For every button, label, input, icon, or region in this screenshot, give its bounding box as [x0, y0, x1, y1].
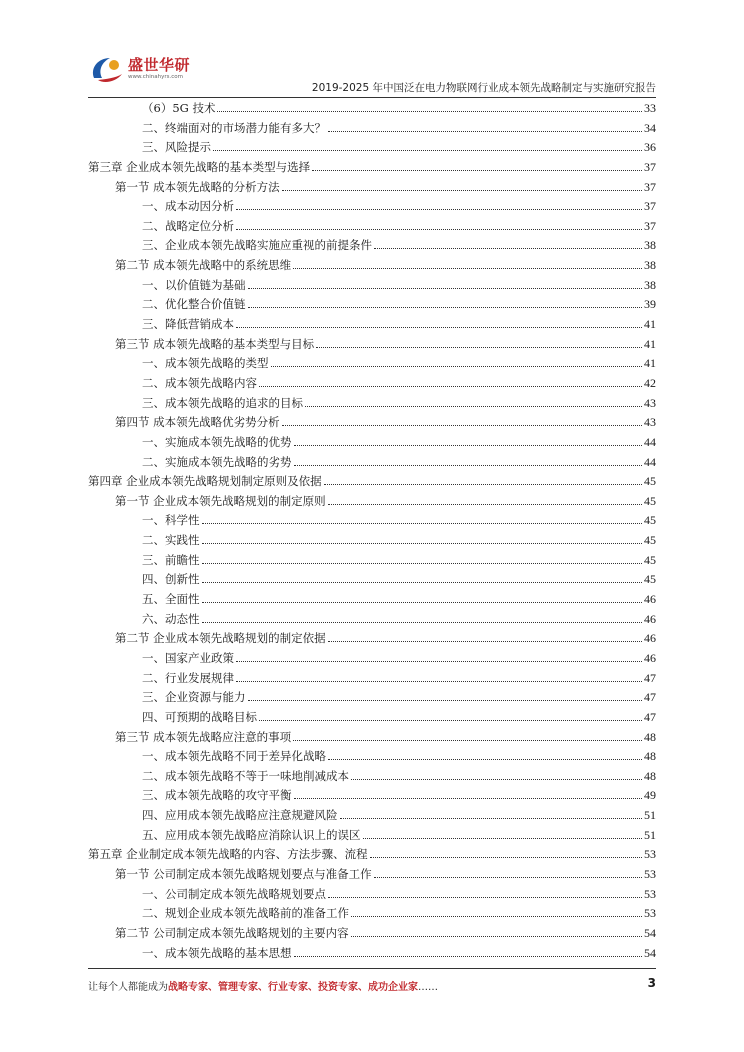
toc-subsection-entry[interactable] [88, 374, 656, 394]
toc-page-number: 48 [644, 768, 656, 783]
toc-subsection-entry[interactable] [88, 236, 656, 256]
toc-page-number: 41 [644, 336, 656, 351]
toc-page-number: 54 [644, 925, 656, 940]
toc-subsection-entry[interactable] [88, 433, 656, 453]
toc-subsection-entry[interactable] [88, 767, 656, 787]
toc-dot-leader [312, 159, 642, 171]
toc-subsection-entry[interactable] [88, 786, 656, 806]
toc-dot-leader [236, 218, 642, 230]
toc-page-number: 53 [644, 847, 656, 862]
toc-entry-title: 二、战略定位分析 [142, 218, 234, 233]
toc-dot-leader [374, 866, 642, 878]
toc-section-entry[interactable] [88, 728, 656, 748]
toc-dot-leader [217, 100, 642, 112]
toc-dot-leader [328, 493, 642, 505]
toc-page-number: 49 [644, 788, 656, 803]
toc-dot-leader [202, 571, 643, 583]
toc-page-number: 44 [644, 434, 656, 449]
toc-dot-leader [202, 532, 643, 544]
toc-dot-leader [294, 787, 643, 799]
toc-entry-title: 二、行业发展规律 [142, 670, 234, 685]
toc-subsection-entry[interactable] [88, 138, 656, 158]
toc-page-number: 34 [644, 120, 656, 135]
toc-dot-leader [248, 689, 643, 701]
toc-entry-title: 四、应用成本领先战略应注意规避风险 [142, 808, 338, 823]
toc-dot-leader [351, 925, 642, 937]
toc-entry-title: 第四章 企业成本领先战略规划制定原则及依据 [88, 474, 322, 489]
toc-section-entry[interactable] [88, 256, 656, 276]
toc-page-number: 41 [644, 356, 656, 371]
toc-page-number: 45 [644, 552, 656, 567]
toc-dot-leader [316, 336, 642, 348]
toc-entry-title: 第五章 企业制定成本领先战略的内容、方法步骤、流程 [88, 847, 368, 862]
toc-subsection-entry[interactable] [88, 885, 656, 905]
toc-dot-leader [202, 591, 643, 603]
toc-subsection-entry[interactable] [88, 354, 656, 374]
toc-entry-title: 五、应用成本领先战略应消除认识上的误区 [142, 827, 361, 842]
toc-section-entry[interactable] [88, 178, 656, 198]
toc-entry-title: 六、动态性 [142, 611, 200, 626]
toc-page-number: 51 [644, 827, 656, 842]
toc-page-number: 41 [644, 317, 656, 332]
toc-page-number: 46 [644, 650, 656, 665]
toc-section-entry[interactable] [88, 924, 656, 944]
toc-page-number: 53 [644, 886, 656, 901]
toc-subsection-entry[interactable] [88, 904, 656, 924]
toc-dot-leader [363, 827, 643, 839]
toc-subsection-entry[interactable] [88, 315, 656, 335]
toc-entry-title: 二、实施成本领先战略的劣势 [142, 454, 292, 469]
toc-chapter-entry[interactable] [88, 472, 656, 492]
toc-page-number: 37 [644, 199, 656, 214]
toc-entry-title: 第三节 成本领先战略的基本类型与目标 [115, 336, 315, 351]
toc-dot-leader [248, 296, 643, 308]
toc-dot-leader [328, 630, 642, 642]
toc-entry-title: 一、国家产业政策 [142, 650, 234, 665]
toc-subsection-entry[interactable] [88, 394, 656, 414]
toc-entry-title: 三、前瞻性 [142, 552, 200, 567]
toc-subsection-entry[interactable] [88, 826, 656, 846]
toc-subsection-entry[interactable] [88, 453, 656, 473]
toc-subsection-entry[interactable] [88, 531, 656, 551]
toc-dot-leader [351, 905, 642, 917]
page-number: 3 [647, 976, 656, 990]
toc-dot-leader [236, 316, 642, 328]
toc-page-number: 46 [644, 611, 656, 626]
toc-page-number: 45 [644, 572, 656, 587]
toc-section-entry[interactable] [88, 413, 656, 433]
toc-section-entry[interactable] [88, 865, 656, 885]
toc-page-number: 46 [644, 631, 656, 646]
toc-entry-title: 三、降低营销成本 [142, 317, 234, 332]
toc-entry-title: 二、终端面对的市场潜力能有多大？ [142, 120, 326, 135]
toc-entry-title: 第四节 成本领先战略优劣势分析 [115, 415, 280, 430]
toc-subsection-entry[interactable] [88, 669, 656, 689]
toc-subsection-entry[interactable] [88, 511, 656, 531]
toc-entry-title: 一、成本领先战略不同于差异化战略 [142, 749, 326, 764]
toc-dot-leader [328, 120, 642, 132]
toc-dot-leader [293, 729, 642, 741]
toc-subsection-entry[interactable] [88, 688, 656, 708]
toc-page-number: 51 [644, 808, 656, 823]
toc-dot-leader [294, 945, 643, 957]
toc-entry-title: 四、创新性 [142, 572, 200, 587]
toc-page-number: 54 [644, 945, 656, 960]
logo-url: www.chinahyrs.com [128, 74, 183, 80]
toc-dot-leader [202, 512, 643, 524]
toc-dot-leader [236, 670, 642, 682]
toc-dot-leader [374, 237, 642, 249]
toc-page-number: 38 [644, 258, 656, 273]
toc-entry-title: 第三节 成本领先战略应注意的事项 [115, 729, 292, 744]
toc-subsection-entry[interactable] [88, 295, 656, 315]
toc-page-number: 39 [644, 297, 656, 312]
toc-dot-leader [294, 434, 643, 446]
toc-page-number: 43 [644, 415, 656, 430]
toc-page-number: 45 [644, 474, 656, 489]
toc-entry-title: 三、成本领先战略的追求的目标 [142, 395, 303, 410]
toc-dot-leader [236, 650, 642, 662]
toc-entry-title: 三、成本领先战略的攻守平衡 [142, 788, 292, 803]
toc-section-entry[interactable] [88, 629, 656, 649]
toc-dot-leader [293, 257, 642, 269]
toc-dot-leader [282, 179, 642, 191]
footer-prefix: 让每个人都能成为 [88, 982, 168, 993]
toc-entry-title: 二、实践性 [142, 533, 200, 548]
toc-entry-title: 一、公司制定成本领先战略规划要点 [142, 886, 326, 901]
toc-subsection-entry[interactable] [88, 217, 656, 237]
toc-subsection-entry[interactable] [88, 99, 656, 119]
toc-entry-title: 五、全面性 [142, 592, 200, 607]
table-of-contents [88, 99, 656, 963]
toc-subsection-entry[interactable] [88, 944, 656, 964]
toc-subsection-entry[interactable] [88, 551, 656, 571]
toc-page-number: 36 [644, 140, 656, 155]
toc-subsection-entry[interactable] [88, 276, 656, 296]
toc-entry-title: 三、企业成本领先战略实施应重视的前提条件 [142, 238, 372, 253]
toc-entry-title: 第一节 企业成本领先战略规划的制定原则 [115, 493, 326, 508]
toc-subsection-entry[interactable] [88, 119, 656, 139]
toc-page-number: 48 [644, 749, 656, 764]
toc-entry-title: 一、实施成本领先战略的优势 [142, 434, 292, 449]
toc-entry-title: 第二节 公司制定成本领先战略规划的主要内容 [115, 925, 349, 940]
toc-chapter-entry[interactable] [88, 845, 656, 865]
toc-page-number: 38 [644, 238, 656, 253]
toc-entry-title: 第二节 成本领先战略中的系统思维 [115, 258, 292, 273]
toc-page-number: 38 [644, 277, 656, 292]
toc-entry-title: 三、企业资源与能力 [142, 690, 246, 705]
footer-divider [88, 968, 656, 969]
toc-dot-leader [202, 552, 643, 564]
toc-entry-title: 一、成本领先战略的类型 [142, 356, 269, 371]
footer-slogan [88, 978, 438, 993]
toc-page-number: 44 [644, 454, 656, 469]
toc-subsection-entry[interactable] [88, 708, 656, 728]
toc-dot-leader [324, 473, 642, 485]
toc-dot-leader [271, 355, 643, 367]
toc-entry-title: （6）5G 技术 [142, 101, 216, 115]
toc-entry-title: 二、成本领先战略内容 [142, 375, 257, 390]
toc-dot-leader [213, 139, 642, 151]
toc-page-number: 47 [644, 670, 656, 685]
toc-entry-title: 一、以价值链为基础 [142, 277, 246, 292]
page-header [88, 52, 656, 100]
report-title: 2019-2025 年中国泛在电力物联网行业成本领先战略制定与实施研究报告 [311, 82, 656, 94]
toc-entry-title: 一、成本动因分析 [142, 199, 234, 214]
toc-dot-leader [202, 611, 643, 623]
toc-subsection-entry[interactable] [88, 649, 656, 669]
toc-page-number: 33 [644, 101, 656, 115]
toc-page-number: 37 [644, 218, 656, 233]
toc-dot-leader [236, 198, 642, 210]
logo-text: 盛世华研 [128, 56, 191, 74]
toc-dot-leader [351, 768, 642, 780]
toc-page-number: 47 [644, 709, 656, 724]
toc-chapter-entry[interactable] [88, 158, 656, 178]
toc-page-number: 48 [644, 729, 656, 744]
toc-subsection-entry[interactable] [88, 570, 656, 590]
toc-entry-title: 第一节 公司制定成本领先战略规划要点与准备工作 [115, 866, 372, 881]
toc-dot-leader [370, 846, 642, 858]
toc-section-entry[interactable] [88, 492, 656, 512]
toc-dot-leader [248, 277, 643, 289]
toc-page-number: 47 [644, 690, 656, 705]
toc-dot-leader [259, 709, 642, 721]
toc-dot-leader [282, 414, 642, 426]
toc-subsection-entry[interactable] [88, 610, 656, 630]
toc-page-number: 43 [644, 395, 656, 410]
toc-page-number: 37 [644, 179, 656, 194]
logo-swoosh-icon [88, 52, 128, 88]
toc-page-number: 42 [644, 375, 656, 390]
toc-page-number: 45 [644, 533, 656, 548]
toc-page-number: 37 [644, 159, 656, 174]
toc-dot-leader [259, 375, 642, 387]
toc-page-number: 45 [644, 493, 656, 508]
toc-entry-title: 一、科学性 [142, 513, 200, 528]
toc-dot-leader [340, 807, 643, 819]
toc-subsection-entry[interactable] [88, 197, 656, 217]
toc-entry-title: 三、风险提示 [142, 140, 211, 155]
footer-highlight: 战略专家、管理专家、行业专家、投资专家、成功企业家 [168, 982, 418, 993]
toc-page-number: 45 [644, 513, 656, 528]
toc-entry-title: 二、规划企业成本领先战略前的准备工作 [142, 906, 349, 921]
footer-suffix: …… [418, 982, 438, 993]
toc-entry-title: 二、成本领先战略不等于一味地削减成本 [142, 768, 349, 783]
toc-page-number: 53 [644, 906, 656, 921]
toc-entry-title: 第二节 企业成本领先战略规划的制定依据 [115, 631, 326, 646]
toc-subsection-entry[interactable] [88, 806, 656, 826]
toc-section-entry[interactable] [88, 335, 656, 355]
header-divider [88, 97, 656, 98]
toc-entry-title: 第一节 成本领先战略的分析方法 [115, 179, 280, 194]
toc-dot-leader [328, 748, 642, 760]
toc-entry-title: 一、成本领先战略的基本思想 [142, 945, 292, 960]
toc-dot-leader [294, 454, 643, 466]
toc-subsection-entry[interactable] [88, 590, 656, 610]
toc-dot-leader [328, 886, 642, 898]
toc-page-number: 46 [644, 592, 656, 607]
toc-subsection-entry[interactable] [88, 747, 656, 767]
toc-entry-title: 二、优化整合价值链 [142, 297, 246, 312]
toc-dot-leader [305, 395, 642, 407]
toc-page-number: 53 [644, 866, 656, 881]
company-logo [88, 52, 208, 92]
toc-entry-title: 四、可预期的战略目标 [142, 709, 257, 724]
toc-entry-title: 第三章 企业成本领先战略的基本类型与选择 [88, 159, 311, 174]
